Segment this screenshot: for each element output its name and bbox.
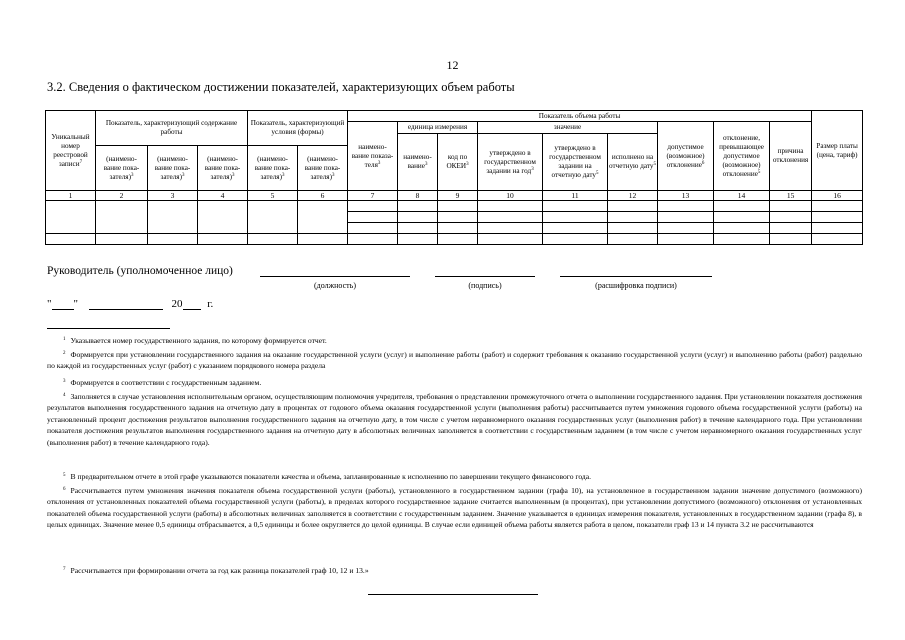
year-blank bbox=[183, 299, 201, 310]
header-content-name-3: (наимено- вание пока- зателя)$^3$ bbox=[198, 146, 248, 191]
page-number: 12 bbox=[446, 58, 459, 72]
column-number: 11 bbox=[543, 191, 608, 201]
table-cell bbox=[543, 223, 608, 234]
table-cell bbox=[608, 212, 658, 223]
table-cell bbox=[478, 201, 543, 212]
signature-label: Руководитель (уполномоченное лицо) bbox=[47, 265, 233, 277]
table-cell bbox=[148, 234, 198, 245]
table-cell bbox=[248, 201, 298, 234]
header-unit-okei: код по ОКЕИ$^3$ bbox=[438, 134, 478, 191]
header-value-year: утверждено в государственном задании на год$^3$ bbox=[478, 134, 543, 191]
table-cell bbox=[658, 234, 714, 245]
position-caption: (должность) bbox=[314, 281, 356, 290]
month-blank bbox=[89, 299, 163, 310]
year-prefix: 20 bbox=[171, 298, 183, 310]
table-cell bbox=[714, 212, 770, 223]
footnote-2: $^2$ Формируется при установлении государственного задания на оказание государственной услуги (услуг) и выполнение работы (работ) и содержит требования к оказанию государственной услуги (услуг) и выполнению работы (работ) раздельно по каждой из государственных услуг (работ) с указанием порядкового номера раздела bbox=[47, 350, 862, 371]
table-row bbox=[46, 201, 863, 212]
table-cell bbox=[770, 212, 812, 223]
table-cell bbox=[770, 201, 812, 212]
signature-line bbox=[435, 276, 535, 277]
end-separator bbox=[368, 594, 538, 595]
footnote-1: $^1$ Указывается номер государственного задания, по которому формируется отчет. bbox=[63, 336, 327, 345]
signature-caption: (подпись) bbox=[468, 281, 502, 290]
footnote-6: $^6$ Рассчитывается путем умножения значения показателя объема государственной услуги (работы), установленного в государственном задании (графа 10), на установленное в государственном задании значение допустимого (возможного) отклонения от установленных показателей объема государственной услуги (работы), в пределах которого государственное задание считается выполненным (в процентах), при установлении допустимого (возможного) отклонения от установленных показателей объема государственной услуги (работы) в абсолютных величинах заполняется в соответствии с государственным заданием. Значение указывается в единицах измерения показателя, установленных в государственном задании (графа 8), в целых единицах. Значение менее 0,5 единицы отбрасывается, а 0,5 единицы и более округляется до целой единицы. В случае если единицей объема работы является работа в целом, показатели граф 13 и 14 пункта 3.2 не рассчитываются bbox=[47, 486, 862, 530]
column-number: 5 bbox=[248, 191, 298, 201]
header-volume-indicator: Показатель объема работы bbox=[348, 111, 812, 122]
column-number: 7 bbox=[348, 191, 398, 201]
table-cell bbox=[543, 212, 608, 223]
table-row bbox=[46, 234, 863, 245]
table-cell bbox=[658, 201, 714, 212]
footnote-4: $^4$ Заполняется в случае установления исполнительным органом, осуществляющим полномочия учредителя, требования о представлении промежуточного отчета о выполнении государственного задания. При установлении показателя достижения результатов выполнения государственного задания на отчетную дату в процентах от годового объема оказания государственной услуги (выполнения работы) рассчитывается путем умножения годового объема государственной услуги (работы) на установленный процент достижения результатов выполнения государственного задания на отчетную дату, в том числе с учетом неравномерного оказания государственных услуг (выполнения работ) в течение календарного года. При установлении показателя достижения результатов выполнения государственного задания на отчетную дату в абсолютных величинах заполняется в соответствии с государственным заданием (в том числе с учетом неравномерного оказания государственных услуг (выполнения работ) в течение календарного года). bbox=[47, 392, 862, 447]
position-line bbox=[260, 276, 410, 277]
column-number: 9 bbox=[438, 191, 478, 201]
header-exceeding-deviation: отклонение, превышающее допустимое (возможное) отклонение$^5$ bbox=[714, 122, 770, 191]
table-cell bbox=[608, 234, 658, 245]
header-fee: Размер платы (цена, тариф) bbox=[812, 111, 863, 191]
table-cell bbox=[714, 201, 770, 212]
table-cell bbox=[543, 234, 608, 245]
table-cell bbox=[398, 201, 438, 212]
table-cell bbox=[812, 212, 863, 223]
table-cell bbox=[478, 212, 543, 223]
table-cell bbox=[658, 212, 714, 223]
footnote-5: $^5$ В предварительном отчете в этой графе указываются показатели качества и объема, запланированные к исполнению по завершении текущего финансового года. bbox=[63, 472, 592, 481]
table-cell bbox=[478, 223, 543, 234]
table-cell bbox=[478, 234, 543, 245]
header-content-name-2: (наимено- вание пока- зателя)$^3$ bbox=[148, 146, 198, 191]
table-cell bbox=[714, 234, 770, 245]
quote-open: " bbox=[47, 298, 52, 310]
table-cell bbox=[608, 201, 658, 212]
table-cell bbox=[348, 234, 398, 245]
table-cell bbox=[348, 212, 398, 223]
table-cell bbox=[398, 212, 438, 223]
column-number: 12 bbox=[608, 191, 658, 201]
year-suffix: г. bbox=[207, 298, 214, 310]
header-allowed-deviation: допустимое (возможное) отклонение$^6$ bbox=[658, 122, 714, 191]
decode-line bbox=[560, 276, 712, 277]
table-cell bbox=[298, 234, 348, 245]
column-number: 15 bbox=[770, 191, 812, 201]
column-number: 1 bbox=[46, 191, 96, 201]
header-reason: причина отклонения bbox=[770, 122, 812, 191]
table-cell bbox=[96, 234, 148, 245]
column-number: 2 bbox=[96, 191, 148, 201]
table-cell bbox=[812, 201, 863, 212]
date-row bbox=[47, 298, 213, 310]
table-cell bbox=[812, 234, 863, 245]
column-number: 14 bbox=[714, 191, 770, 201]
header-value: значение bbox=[478, 122, 658, 134]
table-cell bbox=[298, 201, 348, 234]
header-value-executed: исполнено на отчетную дату$^5$ bbox=[608, 134, 658, 191]
table-cell bbox=[438, 201, 478, 212]
footnote-7: $^7$ Рассчитывается при формировании отчета за год как разница показателей граф 10, 12 и 13.» bbox=[63, 566, 369, 575]
table-cell bbox=[398, 234, 438, 245]
footnote-separator bbox=[47, 328, 170, 329]
header-unit-name: наимено- вание$^3$ bbox=[398, 134, 438, 191]
header-content-indicator: Показатель, характеризующий содержание работы bbox=[96, 111, 248, 146]
table-cell bbox=[770, 234, 812, 245]
table-cell bbox=[96, 201, 148, 234]
table-cell bbox=[812, 223, 863, 234]
header-value-report-date: утверждено в государственном задании на отчетную дату$^5$ bbox=[543, 134, 608, 191]
decode-caption: (расшифровка подписи) bbox=[595, 281, 677, 290]
header-condition-name-1: (наимено- вание пока- зателя)$^3$ bbox=[248, 146, 298, 191]
header-conditions-indicator: Показатель, характеризующий условия (формы) bbox=[248, 111, 348, 146]
table-cell bbox=[658, 223, 714, 234]
volume-indicators-table bbox=[45, 110, 863, 245]
table-cell bbox=[348, 201, 398, 212]
section-title: 3.2. Сведения о фактическом достижении показателей, характеризующих объем работы bbox=[47, 80, 515, 94]
column-number: 10 bbox=[478, 191, 543, 201]
quote-close: " bbox=[73, 298, 78, 310]
table-cell bbox=[198, 201, 248, 234]
column-number: 16 bbox=[812, 191, 863, 201]
header-volume-name: наимено- вание показа- теля$^3$ bbox=[348, 122, 398, 191]
table-cell bbox=[46, 201, 96, 234]
column-numbers-row bbox=[46, 191, 863, 201]
footnote-3: $^3$ Формируется в соответствии с государственным заданием. bbox=[63, 378, 262, 387]
table-cell bbox=[248, 234, 298, 245]
column-number: 8 bbox=[398, 191, 438, 201]
column-number: 13 bbox=[658, 191, 714, 201]
header-unit: единица измерения bbox=[398, 122, 478, 134]
table-cell bbox=[438, 223, 478, 234]
column-number: 3 bbox=[148, 191, 198, 201]
header-content-name-1: (наимено- вание пока- зателя)$^3$ bbox=[96, 146, 148, 191]
table-cell bbox=[348, 223, 398, 234]
table-cell bbox=[608, 223, 658, 234]
table-cell bbox=[438, 234, 478, 245]
table-cell bbox=[398, 223, 438, 234]
column-number: 4 bbox=[198, 191, 248, 201]
header-condition-name-2: (наимено- вание пока- зателя)$^3$ bbox=[298, 146, 348, 191]
day-blank bbox=[52, 299, 74, 310]
column-number: 6 bbox=[298, 191, 348, 201]
table-cell bbox=[148, 201, 198, 234]
table-cell bbox=[543, 201, 608, 212]
table-cell bbox=[46, 234, 96, 245]
header-unique-number: Уникальный номер реестровой записи$^7$ bbox=[46, 111, 96, 191]
table-cell bbox=[438, 212, 478, 223]
table-cell bbox=[714, 223, 770, 234]
table-cell bbox=[770, 223, 812, 234]
table-cell bbox=[198, 234, 248, 245]
